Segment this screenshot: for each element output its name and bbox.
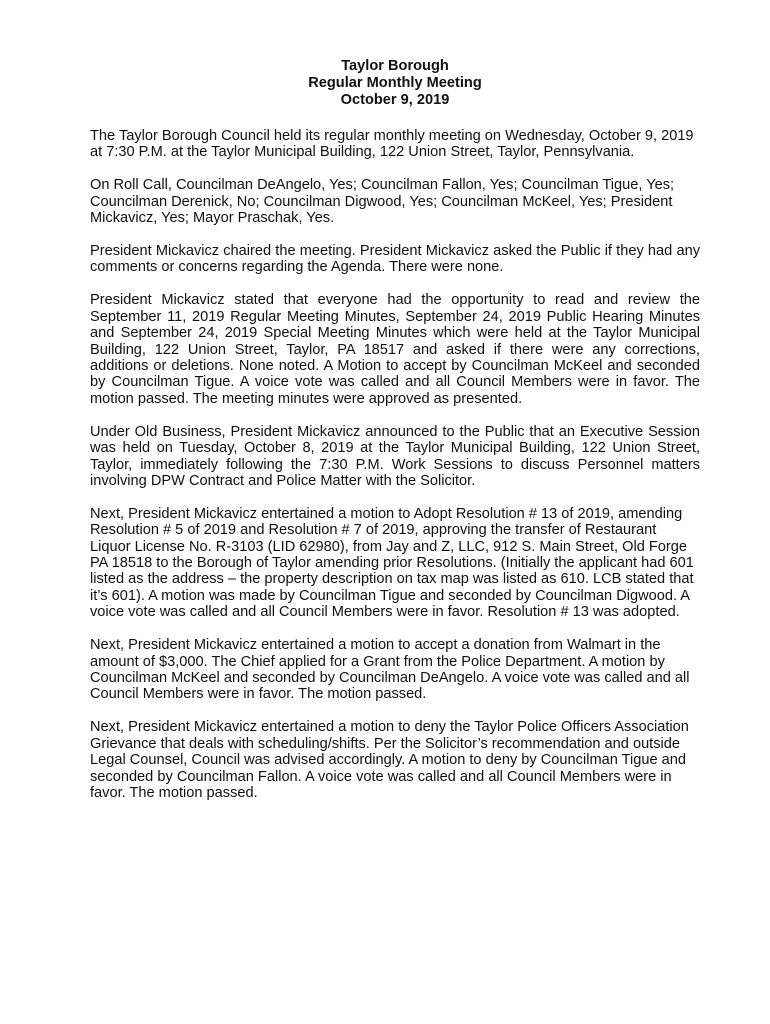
borough-name: Taylor Borough [341, 58, 449, 74]
paragraph-roll-call: On Roll Call, Councilman DeAngelo, Yes; Councilman Fallon, Yes; Councilman Tigue, Yes; Councilman Derenick, No; Councilman Digwood, Yes; Councilman McKeel, Yes; President Mickavicz, Yes; Mayor Praschak, Yes. [90, 177, 675, 227]
paragraph-grievance: Next, President Mickavicz entertained a motion to deny the Taylor Police Officers Association Grievance that deals with scheduling/shifts. Per the Solicitor’s recommendation and outside Legal Counsel, Council was advised accordingly. A motion to deny by Councilman Tigue and seconded by Councilman Fallon. A voice vote was called and all Council Members were in favor. The motion passed. [90, 719, 689, 801]
meeting-type: Regular Monthly Meeting [308, 75, 482, 91]
paragraph-minutes-approval: President Mickavicz stated that everyone had the opportunity to read and review the September 11, 2019 Regular Meeting Minutes, September 24, 2019 Public Hearing Minutes and September 24, 2019 Special Meeting Minutes which were held at the Taylor Municipal Building, 122 Union Street, Taylor, PA 18517 and asked if there were any corrections, additions or deletions. None noted. A Motion to accept by Councilman McKeel and seconded by Councilman Tigue. A voice vote was called and all Council Members were in favor. The motion passed. The meeting minutes were approved as presented. [90, 292, 700, 407]
meeting-date: October 9, 2019 [340, 92, 450, 108]
paragraph-old-business: Under Old Business, President Mickavicz announced to the Public that an Executive Session was held on Tuesday, October 8, 2019 at the Taylor Municipal Building, 122 Union Street, Taylor, immediately following the 7:30 P.M. Work Sessions to discuss Personnel matters involving DPW Contract and Police Matter with the Solicitor. [90, 423, 700, 489]
paragraph-walmart-donation: Next, President Mickavicz entertained a motion to accept a donation from Walmart in the amount of $3,000. The Chief applied for a Grant from the Police Department. A motion by Councilman McKeel and seconded by Councilman DeAngelo. A voice vote was called and all Council Members were in favor. The motion passed. [90, 637, 690, 703]
paragraph-chair: President Mickavicz chaired the meeting. President Mickavicz asked the Public if they had any comments or concerns regarding the Agenda. There were none. [90, 243, 700, 276]
document-header [90, 58, 700, 109]
paragraph-meeting-intro: The Taylor Borough Council held its regular monthly meeting on Wednesday, October 9, 2019 at 7:30 P.M. at the Taylor Municipal Building, 122 Union Street, Taylor, Pennsylvania. [90, 128, 694, 161]
document-page [90, 58, 700, 818]
paragraph-resolution-13: Next, President Mickavicz entertained a motion to Adopt Resolution # 13 of 2019, amending Resolution # 5 of 2019 and Resolution # 7 of 2019, approving the transfer of Restaurant Liquor License No. R-3103 (LID 62980), from Jay and Z, LLC, 912 S. Main Street, Old Forge PA 18518 to the Borough of Taylor amending prior Resolutions. (Initially the applicant had 601 listed as the address – the property description on tax map was listed as 610. LCB stated that it’s 601). A motion was made by Councilman Tigue and seconded by Councilman Digwood. A voice vote was called and all Council Members were in favor. Resolution # 13 was adopted. [90, 505, 694, 621]
